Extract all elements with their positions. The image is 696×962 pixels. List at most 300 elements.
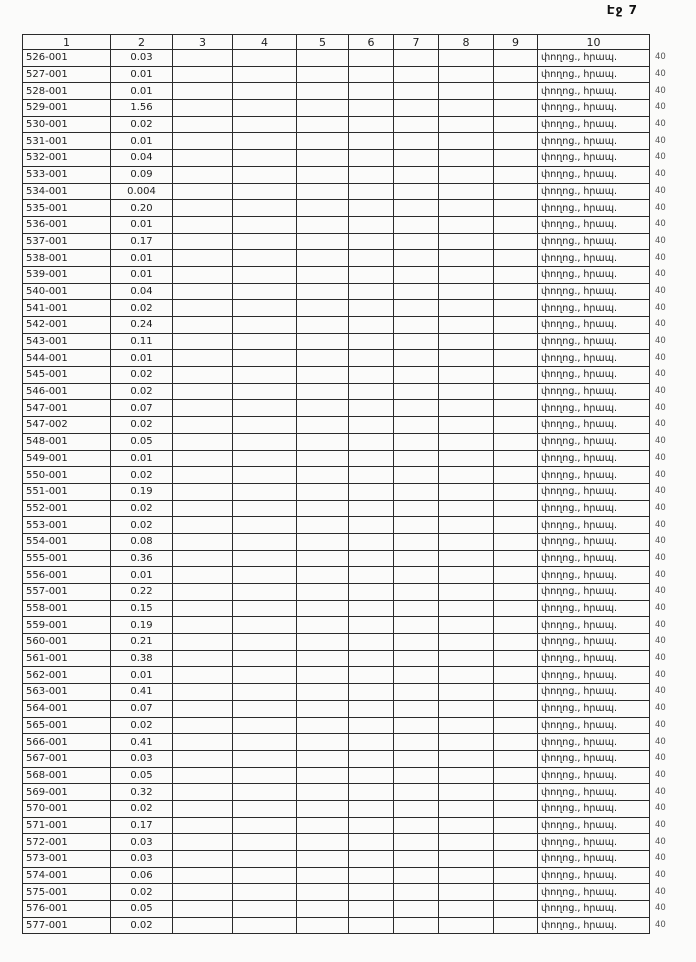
table-row bbox=[23, 383, 678, 400]
empty-cell-6 bbox=[349, 533, 394, 550]
empty-cell-6 bbox=[349, 66, 394, 83]
row-id: 535-001 bbox=[23, 200, 111, 217]
empty-cell-5 bbox=[297, 567, 349, 584]
empty-cell-7 bbox=[394, 183, 439, 200]
row-id: 541-001 bbox=[23, 300, 111, 317]
empty-cell-4 bbox=[233, 901, 297, 918]
empty-cell-3 bbox=[173, 166, 233, 183]
empty-cell-3 bbox=[173, 283, 233, 300]
table-row bbox=[23, 300, 678, 317]
table-row bbox=[23, 400, 678, 417]
empty-cell-8 bbox=[439, 250, 494, 267]
empty-cell-8 bbox=[439, 884, 494, 901]
row-note: փողոց., հրապ. bbox=[538, 717, 650, 734]
table-row bbox=[23, 634, 678, 651]
empty-cell-9 bbox=[494, 717, 538, 734]
empty-cell-4 bbox=[233, 917, 297, 934]
empty-cell-8 bbox=[439, 867, 494, 884]
row-note: փողոց., հրապ. bbox=[538, 317, 650, 334]
empty-cell-4 bbox=[233, 166, 297, 183]
empty-cell-6 bbox=[349, 884, 394, 901]
row-value: 0.01 bbox=[111, 667, 173, 684]
row-id: 568-001 bbox=[23, 767, 111, 784]
margin-mark: 40 bbox=[655, 686, 666, 697]
row-value: 0.02 bbox=[111, 517, 173, 534]
empty-cell-3 bbox=[173, 200, 233, 217]
empty-cell-3 bbox=[173, 417, 233, 434]
row-note: փողոց., հրապ. bbox=[538, 650, 650, 667]
empty-cell-6 bbox=[349, 350, 394, 367]
empty-cell-6 bbox=[349, 684, 394, 701]
table-row bbox=[23, 250, 678, 267]
empty-cell-3 bbox=[173, 901, 233, 918]
empty-cell-6 bbox=[349, 567, 394, 584]
empty-cell-3 bbox=[173, 350, 233, 367]
row-id: 546-001 bbox=[23, 383, 111, 400]
empty-cell-6 bbox=[349, 250, 394, 267]
table-row bbox=[23, 650, 678, 667]
empty-cell-4 bbox=[233, 233, 297, 250]
row-value: 0.17 bbox=[111, 817, 173, 834]
empty-cell-7 bbox=[394, 700, 439, 717]
table-row bbox=[23, 417, 678, 434]
row-id: 559-001 bbox=[23, 617, 111, 634]
empty-cell-7 bbox=[394, 684, 439, 701]
row-value: 0.05 bbox=[111, 767, 173, 784]
row-note: փողոց., հրապ. bbox=[538, 116, 650, 133]
empty-cell-3 bbox=[173, 634, 233, 651]
empty-cell-5 bbox=[297, 400, 349, 417]
empty-cell-9 bbox=[494, 867, 538, 884]
row-id: 557-001 bbox=[23, 584, 111, 601]
empty-cell-5 bbox=[297, 350, 349, 367]
empty-cell-7 bbox=[394, 617, 439, 634]
empty-cell-9 bbox=[494, 784, 538, 801]
empty-cell-9 bbox=[494, 433, 538, 450]
empty-cell-7 bbox=[394, 383, 439, 400]
empty-cell-7 bbox=[394, 667, 439, 684]
empty-cell-5 bbox=[297, 333, 349, 350]
margin-mark: 40 bbox=[655, 436, 666, 447]
empty-cell-8 bbox=[439, 917, 494, 934]
empty-cell-4 bbox=[233, 183, 297, 200]
row-note: փողոց., հրապ. bbox=[538, 684, 650, 701]
row-value: 0.02 bbox=[111, 500, 173, 517]
empty-cell-4 bbox=[233, 834, 297, 851]
row-id: 565-001 bbox=[23, 717, 111, 734]
margin-mark: 40 bbox=[655, 102, 666, 113]
row-note: փողոց., հրապ. bbox=[538, 517, 650, 534]
row-note: փողոց., հրապ. bbox=[538, 867, 650, 884]
empty-cell-7 bbox=[394, 166, 439, 183]
empty-cell-7 bbox=[394, 517, 439, 534]
empty-cell-9 bbox=[494, 133, 538, 150]
empty-cell-4 bbox=[233, 734, 297, 751]
empty-cell-7 bbox=[394, 150, 439, 167]
empty-cell-9 bbox=[494, 483, 538, 500]
row-value: 0.17 bbox=[111, 233, 173, 250]
table-row bbox=[23, 50, 678, 67]
empty-cell-4 bbox=[233, 483, 297, 500]
empty-cell-3 bbox=[173, 517, 233, 534]
empty-cell-5 bbox=[297, 250, 349, 267]
empty-cell-7 bbox=[394, 634, 439, 651]
row-note: փողոց., հրապ. bbox=[538, 133, 650, 150]
empty-cell-7 bbox=[394, 650, 439, 667]
empty-cell-3 bbox=[173, 183, 233, 200]
empty-cell-9 bbox=[494, 684, 538, 701]
row-value: 0.01 bbox=[111, 216, 173, 233]
empty-cell-9 bbox=[494, 317, 538, 334]
empty-cell-5 bbox=[297, 100, 349, 117]
empty-cell-3 bbox=[173, 784, 233, 801]
empty-cell-8 bbox=[439, 700, 494, 717]
row-id: 531-001 bbox=[23, 133, 111, 150]
empty-cell-6 bbox=[349, 767, 394, 784]
row-value: 0.02 bbox=[111, 884, 173, 901]
empty-cell-3 bbox=[173, 467, 233, 484]
empty-cell-6 bbox=[349, 300, 394, 317]
table-row bbox=[23, 834, 678, 851]
row-value: 0.02 bbox=[111, 300, 173, 317]
margin-mark: 40 bbox=[655, 853, 666, 864]
empty-cell-6 bbox=[349, 634, 394, 651]
empty-cell-3 bbox=[173, 700, 233, 717]
empty-cell-8 bbox=[439, 216, 494, 233]
row-note: փողոց., հրապ. bbox=[538, 83, 650, 100]
row-value: 0.15 bbox=[111, 600, 173, 617]
empty-cell-7 bbox=[394, 734, 439, 751]
empty-cell-6 bbox=[349, 834, 394, 851]
table-row bbox=[23, 133, 678, 150]
table-row bbox=[23, 233, 678, 250]
empty-cell-7 bbox=[394, 300, 439, 317]
empty-cell-4 bbox=[233, 433, 297, 450]
empty-cell-3 bbox=[173, 767, 233, 784]
table-row bbox=[23, 100, 678, 117]
empty-cell-4 bbox=[233, 533, 297, 550]
table-row bbox=[23, 684, 678, 701]
row-id: 561-001 bbox=[23, 650, 111, 667]
empty-cell-9 bbox=[494, 550, 538, 567]
column-header-1: 1 bbox=[23, 35, 111, 50]
empty-cell-8 bbox=[439, 800, 494, 817]
row-value: 0.01 bbox=[111, 66, 173, 83]
empty-cell-5 bbox=[297, 650, 349, 667]
table-row bbox=[23, 483, 678, 500]
table-row bbox=[23, 83, 678, 100]
empty-cell-8 bbox=[439, 333, 494, 350]
empty-cell-8 bbox=[439, 851, 494, 868]
empty-cell-6 bbox=[349, 734, 394, 751]
table-row bbox=[23, 917, 678, 934]
empty-cell-9 bbox=[494, 216, 538, 233]
empty-cell-5 bbox=[297, 750, 349, 767]
empty-cell-8 bbox=[439, 66, 494, 83]
empty-cell-4 bbox=[233, 216, 297, 233]
margin-mark: 40 bbox=[655, 886, 666, 897]
row-note: փողոց., հրապ. bbox=[538, 584, 650, 601]
empty-cell-4 bbox=[233, 350, 297, 367]
margin-mark: 40 bbox=[655, 920, 666, 931]
empty-cell-9 bbox=[494, 417, 538, 434]
empty-cell-6 bbox=[349, 784, 394, 801]
row-id: 576-001 bbox=[23, 901, 111, 918]
empty-cell-3 bbox=[173, 450, 233, 467]
empty-cell-3 bbox=[173, 851, 233, 868]
empty-cell-4 bbox=[233, 867, 297, 884]
empty-cell-7 bbox=[394, 834, 439, 851]
row-value: 0.07 bbox=[111, 400, 173, 417]
empty-cell-4 bbox=[233, 784, 297, 801]
margin-mark: 40 bbox=[655, 235, 666, 246]
table-row bbox=[23, 734, 678, 751]
empty-cell-8 bbox=[439, 533, 494, 550]
row-note: փողոց., հրապ. bbox=[538, 400, 650, 417]
empty-cell-7 bbox=[394, 584, 439, 601]
row-value: 0.01 bbox=[111, 266, 173, 283]
empty-cell-7 bbox=[394, 50, 439, 67]
empty-cell-4 bbox=[233, 567, 297, 584]
empty-cell-9 bbox=[494, 400, 538, 417]
empty-cell-8 bbox=[439, 367, 494, 384]
empty-cell-8 bbox=[439, 383, 494, 400]
margin-mark: 40 bbox=[655, 769, 666, 780]
empty-cell-7 bbox=[394, 717, 439, 734]
empty-cell-5 bbox=[297, 200, 349, 217]
empty-cell-3 bbox=[173, 867, 233, 884]
row-id: 534-001 bbox=[23, 183, 111, 200]
empty-cell-8 bbox=[439, 350, 494, 367]
row-id: 533-001 bbox=[23, 166, 111, 183]
empty-cell-4 bbox=[233, 650, 297, 667]
empty-cell-7 bbox=[394, 317, 439, 334]
empty-cell-9 bbox=[494, 166, 538, 183]
table-header-row bbox=[23, 35, 678, 50]
empty-cell-8 bbox=[439, 617, 494, 634]
empty-cell-9 bbox=[494, 800, 538, 817]
table-row bbox=[23, 350, 678, 367]
margin-mark: 40 bbox=[655, 753, 666, 764]
empty-cell-4 bbox=[233, 467, 297, 484]
row-id: 566-001 bbox=[23, 734, 111, 751]
table-row bbox=[23, 66, 678, 83]
table-row bbox=[23, 283, 678, 300]
row-value: 1.56 bbox=[111, 100, 173, 117]
margin-mark: 40 bbox=[655, 603, 666, 614]
row-note: փողոց., հրապ. bbox=[538, 550, 650, 567]
row-note: փողոց., հրապ. bbox=[538, 767, 650, 784]
row-id: 547-001 bbox=[23, 400, 111, 417]
empty-cell-4 bbox=[233, 717, 297, 734]
margin-mark: 40 bbox=[655, 319, 666, 330]
margin-mark: 40 bbox=[655, 653, 666, 664]
empty-cell-5 bbox=[297, 584, 349, 601]
empty-cell-9 bbox=[494, 750, 538, 767]
empty-cell-6 bbox=[349, 133, 394, 150]
empty-cell-5 bbox=[297, 317, 349, 334]
row-value: 0.01 bbox=[111, 83, 173, 100]
empty-cell-7 bbox=[394, 100, 439, 117]
empty-cell-7 bbox=[394, 917, 439, 934]
margin-mark: 40 bbox=[655, 386, 666, 397]
margin-mark: 40 bbox=[655, 219, 666, 230]
empty-cell-6 bbox=[349, 317, 394, 334]
margin-mark: 40 bbox=[655, 519, 666, 530]
empty-cell-9 bbox=[494, 884, 538, 901]
empty-cell-5 bbox=[297, 867, 349, 884]
row-id: 567-001 bbox=[23, 750, 111, 767]
empty-cell-5 bbox=[297, 550, 349, 567]
empty-cell-3 bbox=[173, 917, 233, 934]
row-id: 575-001 bbox=[23, 884, 111, 901]
empty-cell-7 bbox=[394, 250, 439, 267]
table-row bbox=[23, 767, 678, 784]
row-note: փողոց., հրապ. bbox=[538, 800, 650, 817]
empty-cell-3 bbox=[173, 216, 233, 233]
empty-cell-9 bbox=[494, 266, 538, 283]
row-value: 0.32 bbox=[111, 784, 173, 801]
empty-cell-4 bbox=[233, 851, 297, 868]
empty-cell-4 bbox=[233, 584, 297, 601]
row-value: 0.01 bbox=[111, 450, 173, 467]
row-id: 573-001 bbox=[23, 851, 111, 868]
empty-cell-3 bbox=[173, 667, 233, 684]
row-note: փողոց., հրապ. bbox=[538, 884, 650, 901]
table-row bbox=[23, 700, 678, 717]
empty-cell-3 bbox=[173, 250, 233, 267]
empty-cell-6 bbox=[349, 216, 394, 233]
table-row bbox=[23, 116, 678, 133]
table-row bbox=[23, 867, 678, 884]
row-note: փողոց., հրապ. bbox=[538, 617, 650, 634]
empty-cell-7 bbox=[394, 467, 439, 484]
margin-mark: 40 bbox=[655, 569, 666, 580]
row-note: փողոց., հրապ. bbox=[538, 750, 650, 767]
margin-mark: 40 bbox=[655, 336, 666, 347]
empty-cell-6 bbox=[349, 367, 394, 384]
empty-cell-8 bbox=[439, 450, 494, 467]
empty-cell-6 bbox=[349, 233, 394, 250]
empty-cell-6 bbox=[349, 483, 394, 500]
empty-cell-9 bbox=[494, 667, 538, 684]
empty-cell-3 bbox=[173, 116, 233, 133]
row-note: փողոց., հրապ. bbox=[538, 200, 650, 217]
row-id: 555-001 bbox=[23, 550, 111, 567]
empty-cell-5 bbox=[297, 817, 349, 834]
table-row bbox=[23, 717, 678, 734]
empty-cell-7 bbox=[394, 400, 439, 417]
empty-cell-7 bbox=[394, 800, 439, 817]
row-id: 527-001 bbox=[23, 66, 111, 83]
empty-cell-4 bbox=[233, 200, 297, 217]
row-note: փողոց., հրապ. bbox=[538, 333, 650, 350]
row-note: փողոց., հրապ. bbox=[538, 901, 650, 918]
margin-mark: 40 bbox=[655, 586, 666, 597]
row-note: փողոց., հրապ. bbox=[538, 817, 650, 834]
empty-cell-4 bbox=[233, 133, 297, 150]
empty-cell-7 bbox=[394, 901, 439, 918]
empty-cell-8 bbox=[439, 667, 494, 684]
empty-cell-7 bbox=[394, 500, 439, 517]
empty-cell-4 bbox=[233, 750, 297, 767]
empty-cell-8 bbox=[439, 584, 494, 601]
row-value: 0.02 bbox=[111, 116, 173, 133]
row-value: 0.03 bbox=[111, 50, 173, 67]
empty-cell-8 bbox=[439, 317, 494, 334]
row-value: 0.19 bbox=[111, 483, 173, 500]
empty-cell-6 bbox=[349, 851, 394, 868]
empty-cell-5 bbox=[297, 600, 349, 617]
row-id: 532-001 bbox=[23, 150, 111, 167]
margin-mark: 40 bbox=[655, 302, 666, 313]
margin-mark: 40 bbox=[655, 486, 666, 497]
margin-mark: 40 bbox=[655, 836, 666, 847]
empty-cell-9 bbox=[494, 250, 538, 267]
table-row bbox=[23, 884, 678, 901]
empty-cell-4 bbox=[233, 100, 297, 117]
empty-cell-4 bbox=[233, 83, 297, 100]
empty-cell-6 bbox=[349, 500, 394, 517]
table-row bbox=[23, 800, 678, 817]
row-id: 542-001 bbox=[23, 317, 111, 334]
empty-cell-9 bbox=[494, 517, 538, 534]
empty-cell-6 bbox=[349, 400, 394, 417]
row-note: փողոց., հրապ. bbox=[538, 533, 650, 550]
empty-cell-6 bbox=[349, 650, 394, 667]
row-id: 562-001 bbox=[23, 667, 111, 684]
empty-cell-8 bbox=[439, 784, 494, 801]
empty-cell-4 bbox=[233, 300, 297, 317]
empty-cell-9 bbox=[494, 584, 538, 601]
empty-cell-5 bbox=[297, 166, 349, 183]
row-id: 540-001 bbox=[23, 283, 111, 300]
row-value: 0.02 bbox=[111, 917, 173, 934]
row-id: 528-001 bbox=[23, 83, 111, 100]
row-note: փողոց., հրապ. bbox=[538, 166, 650, 183]
empty-cell-7 bbox=[394, 83, 439, 100]
row-value: 0.08 bbox=[111, 533, 173, 550]
row-note: փողոց., հրապ. bbox=[538, 917, 650, 934]
row-note: փողոց., հրապ. bbox=[538, 834, 650, 851]
empty-cell-6 bbox=[349, 333, 394, 350]
empty-cell-3 bbox=[173, 133, 233, 150]
table-row bbox=[23, 617, 678, 634]
empty-cell-7 bbox=[394, 133, 439, 150]
empty-cell-8 bbox=[439, 266, 494, 283]
row-value: 0.01 bbox=[111, 567, 173, 584]
empty-cell-3 bbox=[173, 650, 233, 667]
row-value: 0.02 bbox=[111, 383, 173, 400]
empty-cell-5 bbox=[297, 734, 349, 751]
empty-cell-3 bbox=[173, 717, 233, 734]
row-note: փողոց., հրապ. bbox=[538, 417, 650, 434]
empty-cell-4 bbox=[233, 250, 297, 267]
row-value: 0.09 bbox=[111, 166, 173, 183]
row-value: 0.21 bbox=[111, 634, 173, 651]
row-id: 560-001 bbox=[23, 634, 111, 651]
table-row bbox=[23, 784, 678, 801]
empty-cell-7 bbox=[394, 417, 439, 434]
margin-mark: 40 bbox=[655, 85, 666, 96]
row-id: 553-001 bbox=[23, 517, 111, 534]
row-id: 570-001 bbox=[23, 800, 111, 817]
column-header-4: 4 bbox=[233, 35, 297, 50]
empty-cell-4 bbox=[233, 550, 297, 567]
margin-mark: 40 bbox=[655, 703, 666, 714]
empty-cell-4 bbox=[233, 383, 297, 400]
empty-cell-3 bbox=[173, 500, 233, 517]
